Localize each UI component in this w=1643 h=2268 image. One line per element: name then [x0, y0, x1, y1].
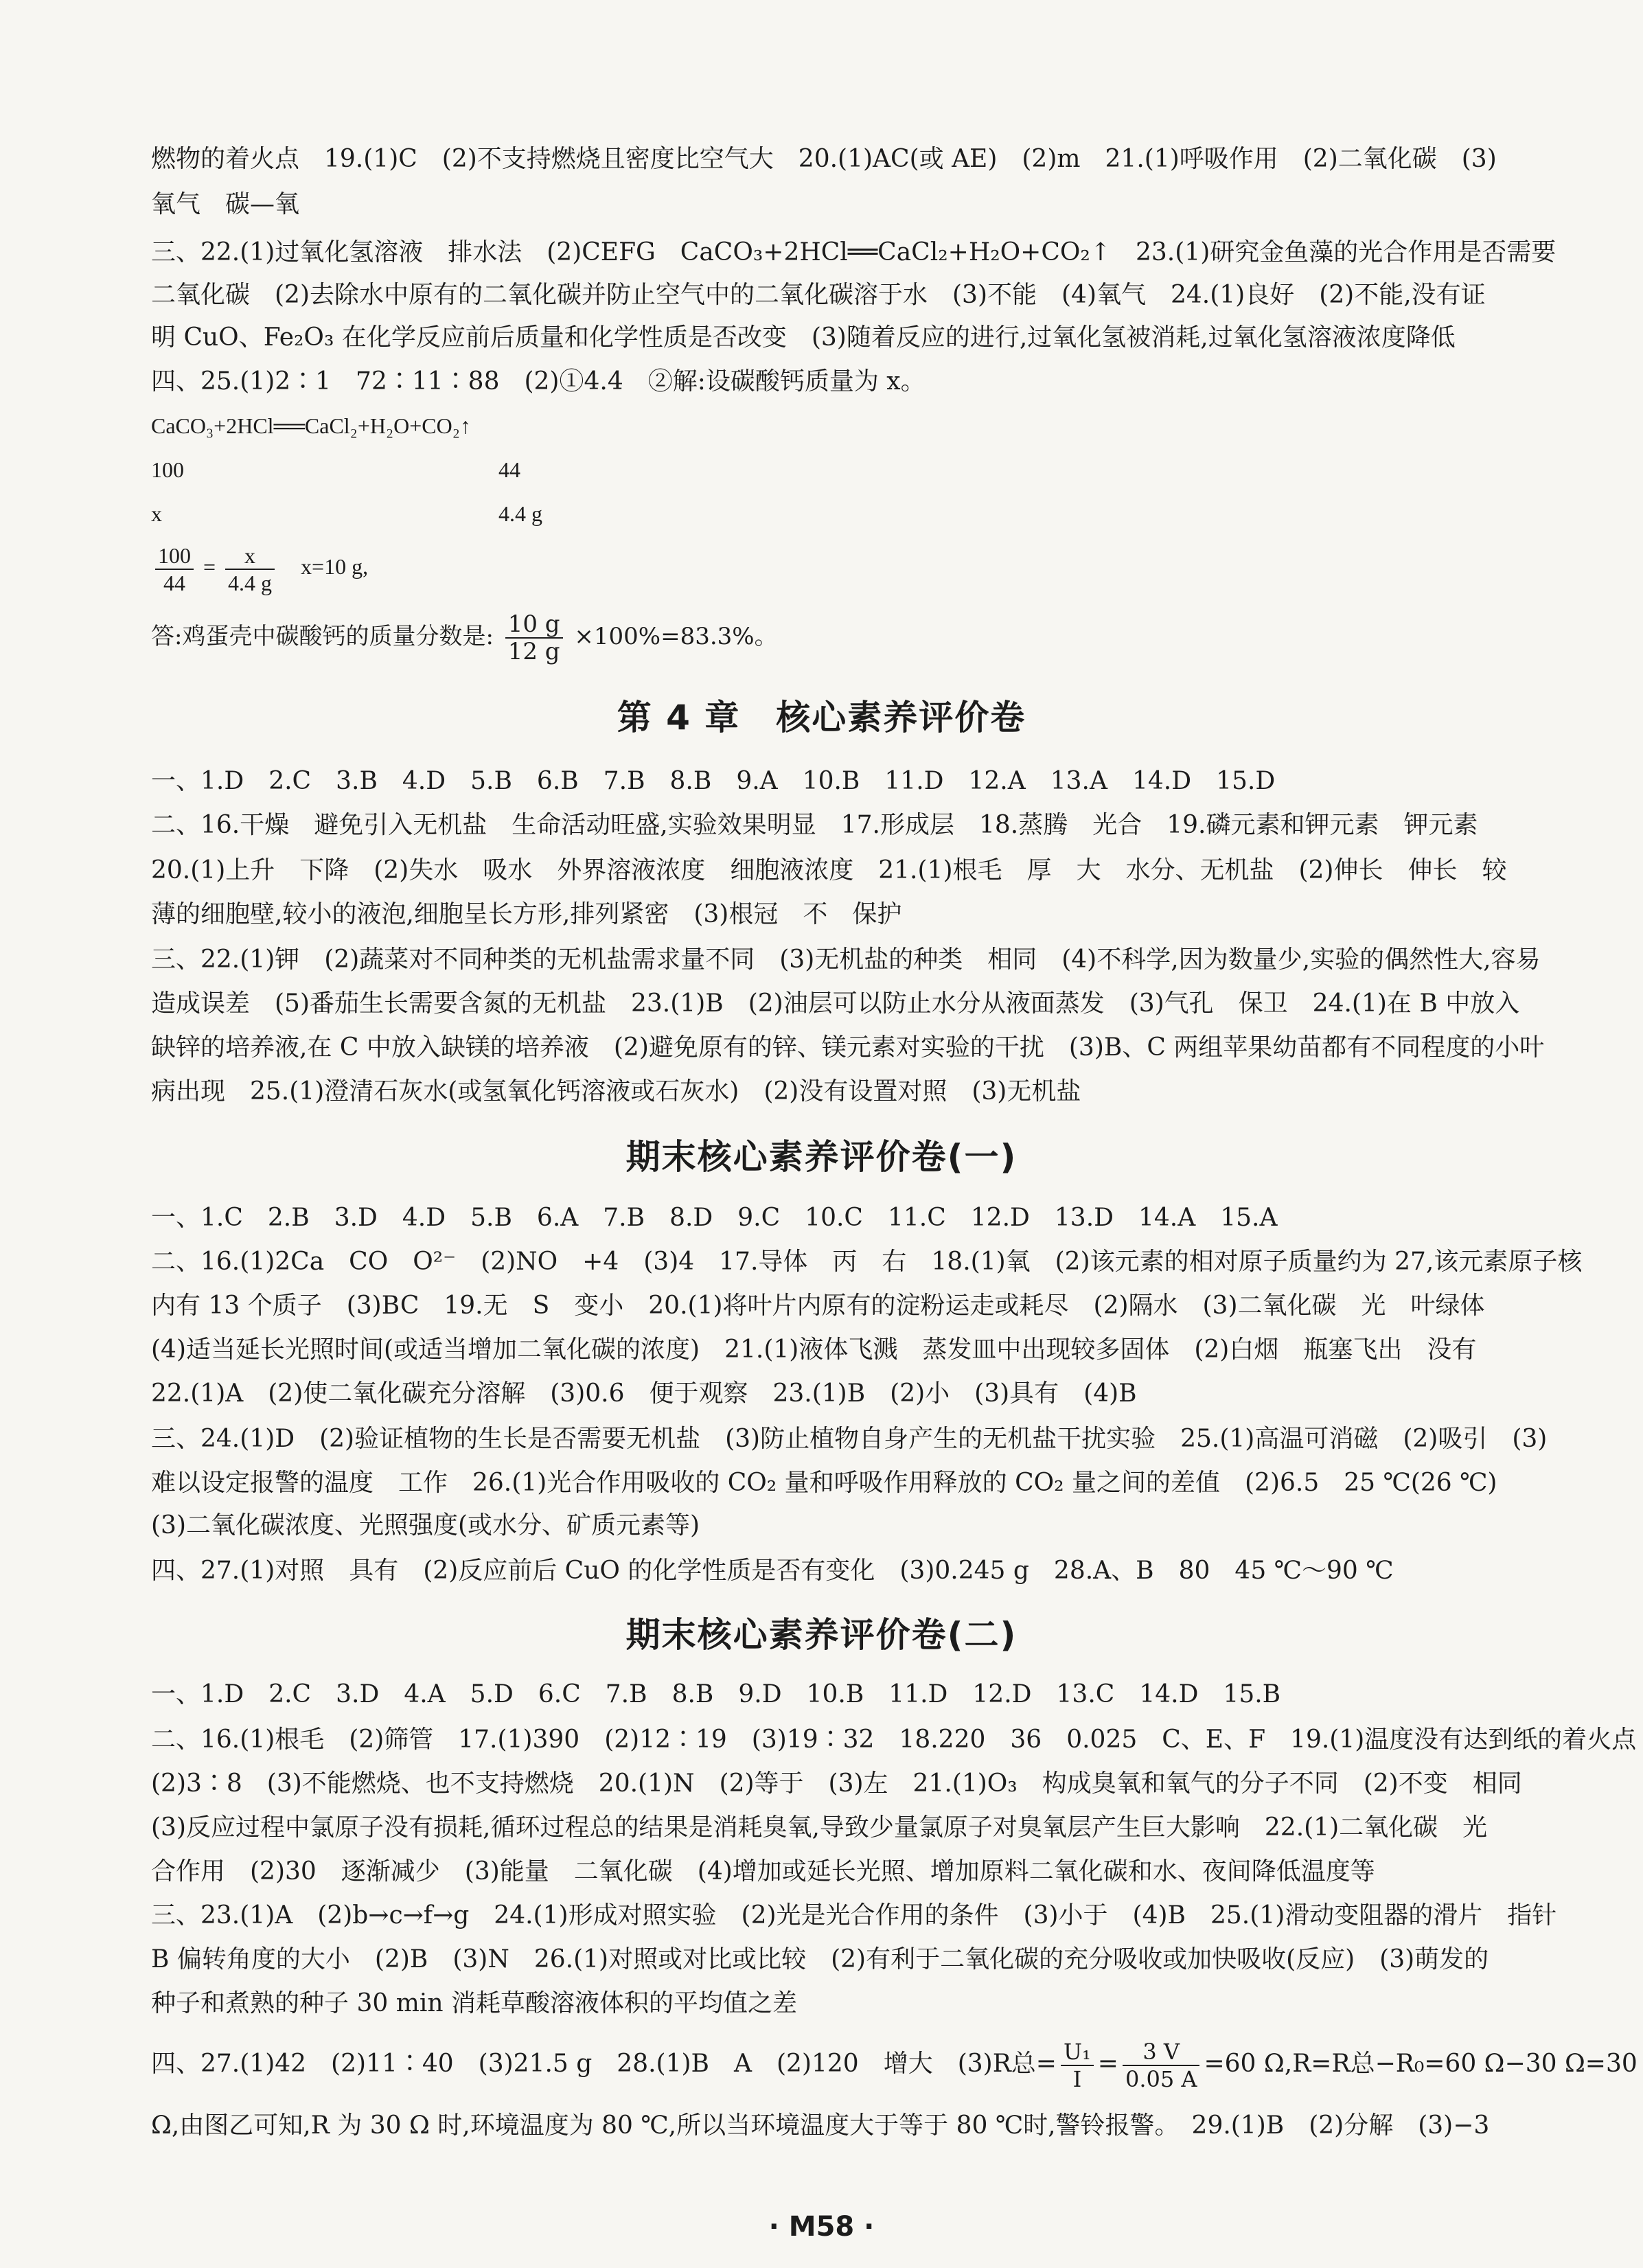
ch4-line-5: 三、22.(1)钾 (2)蔬菜对不同种类的无机盐需求量不同 (3)无机盐的种类 相同 (4)不科学,因为数量少,实验的偶然性大,容易 — [151, 946, 1541, 974]
fraction-3 — [505, 611, 563, 665]
fraction-ohm-2-num: 3 V — [1123, 2039, 1200, 2066]
section-title-final-2: 期末核心素养评价卷(二) — [625, 1615, 1018, 1655]
final1-line-2: 二、16.(1)2Ca CO O²⁻ (2)NO +4 (3)4 17.导体 丙 右 18.(1)氧 (2)该元素的相对原子质量约为 27,该元素原子核 — [151, 1248, 1583, 1276]
final2-line-9-a: 四、27.(1)42 (2)11∶40 (3)21.5 g 28.(1)B A (2)120 增大 (3)R总= — [151, 2050, 1057, 2078]
final2-line-4: (3)反应过程中氯原子没有损耗,循环过程总的结果是消耗臭氧,导致少量氯原子对臭氧层产生巨大影响 22.(1)二氧化碳 光 — [151, 1813, 1488, 1842]
fraction-ohm-1 — [1061, 2039, 1094, 2092]
final2-line-1: 一、1.D 2.C 3.D 4.A 5.D 6.C 7.B 8.B 9.D 10.B 11.D 12.D 13.C 14.D 15.B — [151, 1680, 1281, 1708]
ch4-line-3: 20.(1)上升 下降 (2)失水 吸水 外界溶液浓度 细胞液浓度 21.(1)根毛 厚 大 水分、无机盐 (2)伸长 伸长 较 — [151, 856, 1507, 884]
final2-line-7: B 偏转角度的大小 (2)B (3)N 26.(1)对照或对比或比较 (2)有利于二氧化碳的充分吸收或加快吸收(反应) (3)萌发的 — [151, 1945, 1489, 1973]
prev-line-3: 三、22.(1)过氧化氢溶液 排水法 (2)CEFG CaCO₃+2HCl══CaCl₂+H₂O+CO₂↑ 23.(1)研究金鱼藻的光合作用是否需要 — [151, 238, 1556, 266]
final2-line-9 — [151, 2037, 1638, 2094]
final1-line-8: (3)二氧化碳浓度、光照强度(或水分、矿质元素等) — [151, 1511, 700, 1539]
page-number: · M58 · — [768, 2211, 875, 2243]
calc-row2-left: x — [151, 501, 162, 526]
fraction-3-num: 10 g — [505, 611, 563, 639]
final2-line-10: Ω,由图乙可知,R 为 30 Ω 时,环境温度为 80 ℃,所以当环境温度大于等于 80 ℃时,警铃报警。 29.(1)B (2)分解 (3)−3 — [151, 2111, 1490, 2140]
fraction-1 — [155, 542, 194, 596]
ch4-line-4: 薄的细胞壁,较小的液泡,细胞呈长方形,排列紧密 (3)根冠 不 保护 — [151, 900, 902, 928]
prev-line-2: 氧气 碳—氧 — [151, 190, 300, 218]
final1-line-7: 难以设定报警的温度 工作 26.(1)光合作用吸收的 CO₂ 量和呼吸作用释放的 CO₂ 量之间的差值 (2)6.5 25 ℃(26 ℃) — [151, 1469, 1497, 1497]
ch4-line-6: 造成误差 (5)番茄生长需要含氮的无机盐 23.(1)B (2)油层可以防止水分从液面蒸发 (3)气孔 保卫 24.(1)在 B 中放入 — [151, 989, 1520, 1018]
prev-line-1: 燃物的着火点 19.(1)C (2)不支持燃烧且密度比空气大 20.(1)AC(或 AE) (2)m 21.(1)呼吸作用 (2)二氧化碳 (3) — [151, 145, 1497, 173]
final2-line-6: 三、23.(1)A (2)b→c→f→g 24.(1)形成对照实验 (2)光是光合作用的条件 (3)小于 (4)B 25.(1)滑动变阻器的滑片 指针 — [151, 1901, 1557, 1929]
section-title-final-1: 期末核心素养评价卷(一) — [625, 1137, 1018, 1177]
calc-result: x=10 g, — [301, 554, 369, 580]
ch4-line-2: 二、16.干燥 避免引入无机盐 生命活动旺盛,实验效果明显 17.形成层 18.蒸腾 光合 19.磷元素和钾元素 钾元素 — [151, 811, 1478, 839]
fraction-1-den: 44 — [163, 571, 185, 595]
fraction-ohm-1-num: U₁ — [1061, 2039, 1094, 2066]
fraction-ohm-1-den: I — [1072, 2066, 1082, 2092]
final2-line-2: 二、16.(1)根毛 (2)筛管 17.(1)390 (2)12∶19 (3)19∶32 18.220 36 0.025 C、E、F 19.(1)温度没有达到纸的着火点 — [151, 1726, 1637, 1754]
final2-line-9-b: =60 Ω,R=R总−R₀=60 Ω−30 Ω=30 — [1204, 2050, 1638, 2078]
fraction-1-num: 100 — [155, 542, 194, 570]
calc-row1-left: 100 — [151, 457, 184, 482]
prev-line-6: 四、25.(1)2∶1 72∶11∶88 (2)①4.4 ②解:设碳酸钙质量为 x。 — [151, 367, 926, 396]
calc-equation: CaCO₃+2HCl══CaCl₂+H₂O+CO₂↑ — [151, 413, 471, 438]
fraction-2 — [225, 542, 275, 596]
final1-line-5: 22.(1)A (2)使二氧化碳充分溶解 (3)0.6 便于观察 23.(1)B (2)小 (3)具有 (4)B — [151, 1379, 1137, 1408]
final2-line-5: 合作用 (2)30 逐渐减少 (3)能量 二氧化碳 (4)增加或延长光照、增加原料二氧化碳和水、夜间降低温度等 — [151, 1857, 1375, 1886]
calc-row2-right: 4.4 g — [498, 501, 542, 526]
fraction-3-den: 12 g — [507, 638, 560, 665]
final1-line-6: 三、24.(1)D (2)验证植物的生长是否需要无机盐 (3)防止植物自身产生的无机盐干扰实验 25.(1)高温可消磁 (2)吸引 (3) — [151, 1425, 1548, 1453]
section-title-ch4: 第 4 章 核心素养评价卷 — [617, 698, 1026, 737]
final1-line-1: 一、1.C 2.B 3.D 4.D 5.B 6.A 7.B 8.D 9.C 10.C 11.C 12.D 13.D 14.A 15.A — [151, 1204, 1278, 1232]
final1-line-4: (4)适当延长光照时间(或适当增加二氧化碳的浓度) 21.(1)液体飞溅 蒸发皿中出现较多固体 (2)白烟 瓶塞飞出 没有 — [151, 1336, 1477, 1364]
equals-sign: = — [203, 554, 216, 580]
ch4-line-8: 病出现 25.(1)澄清石灰水(或氢氧化钙溶液或石灰水) (2)没有设置对照 (3)无机盐 — [151, 1077, 1081, 1106]
calc-answer — [151, 611, 778, 665]
calc-row1-right: 44 — [498, 457, 520, 482]
calc-proportion — [151, 542, 368, 596]
prev-line-5: 明 CuO、Fe₂O₃ 在化学反应前后质量和化学性质是否改变 (3)随着反应的进行,过氧化氢被消耗,过氧化氢溶液浓度降低 — [151, 323, 1456, 352]
answer-suffix: ×100%=83.3%。 — [574, 623, 778, 650]
final1-line-3: 内有 13 个质子 (3)BC 19.无 S 变小 20.(1)将叶片内原有的淀粉运走或耗尽 (2)隔水 (3)二氧化碳 光 叶绿体 — [151, 1292, 1485, 1320]
fraction-2-num: x — [225, 542, 275, 570]
final1-line-9: 四、27.(1)对照 具有 (2)反应前后 CuO 的化学性质是否有变化 (3)0.245 g 28.A、B 80 45 ℃～90 ℃ — [151, 1557, 1394, 1585]
final2-line-9-mid: = — [1097, 2050, 1118, 2078]
fraction-ohm-2 — [1123, 2039, 1200, 2092]
fraction-2-den: 4.4 g — [228, 571, 273, 595]
prev-line-4: 二氧化碳 (2)去除水中原有的二氧化碳并防止空气中的二氧化碳溶于水 (3)不能 (4)氧气 24.(1)良好 (2)不能,没有证 — [151, 281, 1486, 309]
final2-line-3: (2)3∶8 (3)不能燃烧、也不支持燃烧 20.(1)N (2)等于 (3)左 21.(1)O₃ 构成臭氧和氧气的分子不同 (2)不变 相同 — [151, 1769, 1522, 1798]
final2-line-8: 种子和煮熟的种子 30 min 消耗草酸溶液体积的平均值之差 — [151, 1989, 797, 2017]
ch4-line-7: 缺锌的培养液,在 C 中放入缺镁的培养液 (2)避免原有的锌、镁元素对实验的干扰 (3)B、C 两组苹果幼苗都有不同程度的小叶 — [151, 1033, 1545, 1062]
fraction-ohm-2-den: 0.05 A — [1125, 2066, 1197, 2092]
ch4-line-1: 一、1.D 2.C 3.B 4.D 5.B 6.B 7.B 8.B 9.A 10.B 11.D 12.A 13.A 14.D 15.D — [151, 767, 1276, 795]
answer-prefix: 答:鸡蛋壳中碳酸钙的质量分数是: — [151, 623, 494, 650]
